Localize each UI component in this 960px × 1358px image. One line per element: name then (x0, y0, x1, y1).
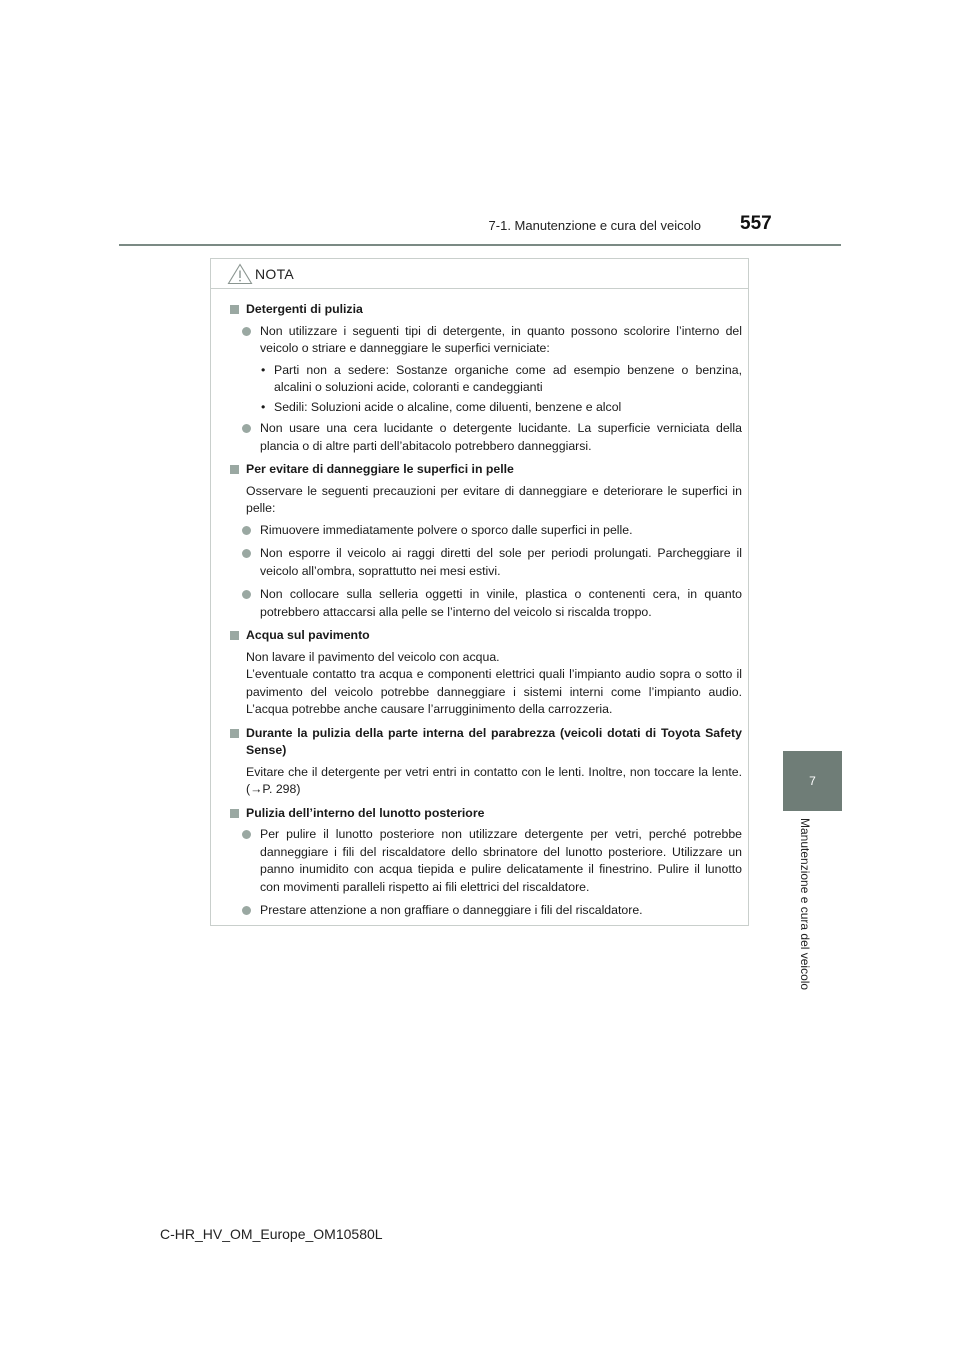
square-bullet-icon (230, 809, 239, 818)
list-item: Rimuovere immediatamente polvere o sporco dalle superfici in pelle. (229, 522, 742, 540)
document-id: C-HR_HV_OM_Europe_OM10580L (160, 1226, 383, 1242)
chapter-side-title: Manutenzione e cura del veicolo (798, 818, 812, 991)
square-bullet-icon (230, 729, 239, 738)
paragraph: Evitare che il detergente per vetri entri in contatto con le lenti. Inoltre, non toccare la lente. (→P. 298) (246, 764, 742, 796)
section-cleaning-agents (229, 301, 742, 455)
header-section-title: 7-1. Manutenzione e cura del veicolo (488, 218, 701, 233)
list-item: Non utilizzare i seguenti tipi di detergente, in quanto possono scolorire l’interno del veicolo o striare e danneggiare le superfici verniciate: (229, 323, 742, 358)
section-heading: Durante la pulizia della parte interna del parabrezza (veicoli dotati di Toyota Safety Sense) (229, 725, 742, 760)
note-box (210, 258, 749, 926)
circle-bullet-icon (242, 590, 251, 599)
section-heading: Per evitare di danneggiare le superfici in pelle (229, 461, 742, 479)
circle-bullet-icon (242, 549, 251, 558)
section-heading: Acqua sul pavimento (229, 627, 742, 645)
page-number: 557 (740, 213, 772, 234)
note-title: NOTA (255, 265, 295, 282)
list-item: Prestare attenzione a non graffiare o danneggiare i fili del riscaldatore. (229, 902, 742, 920)
chapter-number: 7 (809, 774, 816, 788)
list-item: Non usare una cera lucidante o detergente lucidante. La superficie verniciata della plancia o di altre parti dell’abitacolo potrebbero danneggiarsi. (229, 420, 742, 455)
note-header (211, 259, 748, 289)
warning-triangle-icon (227, 263, 253, 285)
section-windshield (229, 725, 742, 799)
square-bullet-icon (230, 465, 239, 474)
note-body (211, 289, 748, 920)
list-item: Per pulire il lunotto posteriore non utilizzare detergente per vetri, perché potrebbe danneggiare i fili del riscaldatore dello sbrinatore del lunotto posteriore. Utilizzare un panno inumidito con acqua tiepida e pulire delicatamente il finestrino. Pulire il lunotto con movimenti paralleli rispetto ai fili elettrici del riscaldatore. (229, 826, 742, 896)
square-bullet-icon (230, 631, 239, 640)
circle-bullet-icon (242, 424, 251, 433)
paragraph: L’eventuale contatto tra acqua e componenti elettrici quali l’impianto audio sopra o sotto il pavimento del veicolo potrebbe danneggiare i sistemi interni come l’impianto audio. L’acqua potrebbe anche causare l’arrugginimento della carrozzeria. (246, 667, 742, 716)
section-heading: Pulizia dell’interno del lunotto posteriore (229, 805, 742, 823)
section-rear-window (229, 805, 742, 920)
section-leather-surfaces (229, 461, 742, 621)
section-heading: Detergenti di pulizia (229, 301, 742, 319)
chapter-tab[interactable] (783, 751, 842, 811)
paragraph: Non lavare il pavimento del veicolo con acqua. (246, 649, 500, 664)
list-item: Non collocare sulla selleria oggetti in vinile, plastica o contenenti cera, in quanto potrebbero attaccarsi alla pelle se l’interno del veicolo si riscalda troppo. (229, 586, 742, 621)
section-intro: Osservare le seguenti precauzioni per evitare di danneggiare e deteriorare le superfici in pelle: (246, 483, 742, 515)
header-divider (119, 244, 841, 246)
square-bullet-icon (230, 305, 239, 314)
circle-bullet-icon (242, 327, 251, 336)
list-item: Non esporre il veicolo ai raggi diretti del sole per periodi prolungati. Parcheggiare il veicolo all’ombra, soprattutto nei mesi estivi. (229, 545, 742, 580)
circle-bullet-icon (242, 526, 251, 535)
sub-list-item: • Parti non a sedere: Sostanze organiche come ad esempio benzene o benzina, alcalini o soluzioni acide, coloranti e candeggianti (261, 362, 742, 394)
sub-list-item: • Sedili: Soluzioni acide o alcaline, come diluenti, benzene e alcol (261, 399, 622, 414)
circle-bullet-icon (242, 830, 251, 839)
circle-bullet-icon (242, 906, 251, 915)
section-water-floor (229, 627, 742, 719)
